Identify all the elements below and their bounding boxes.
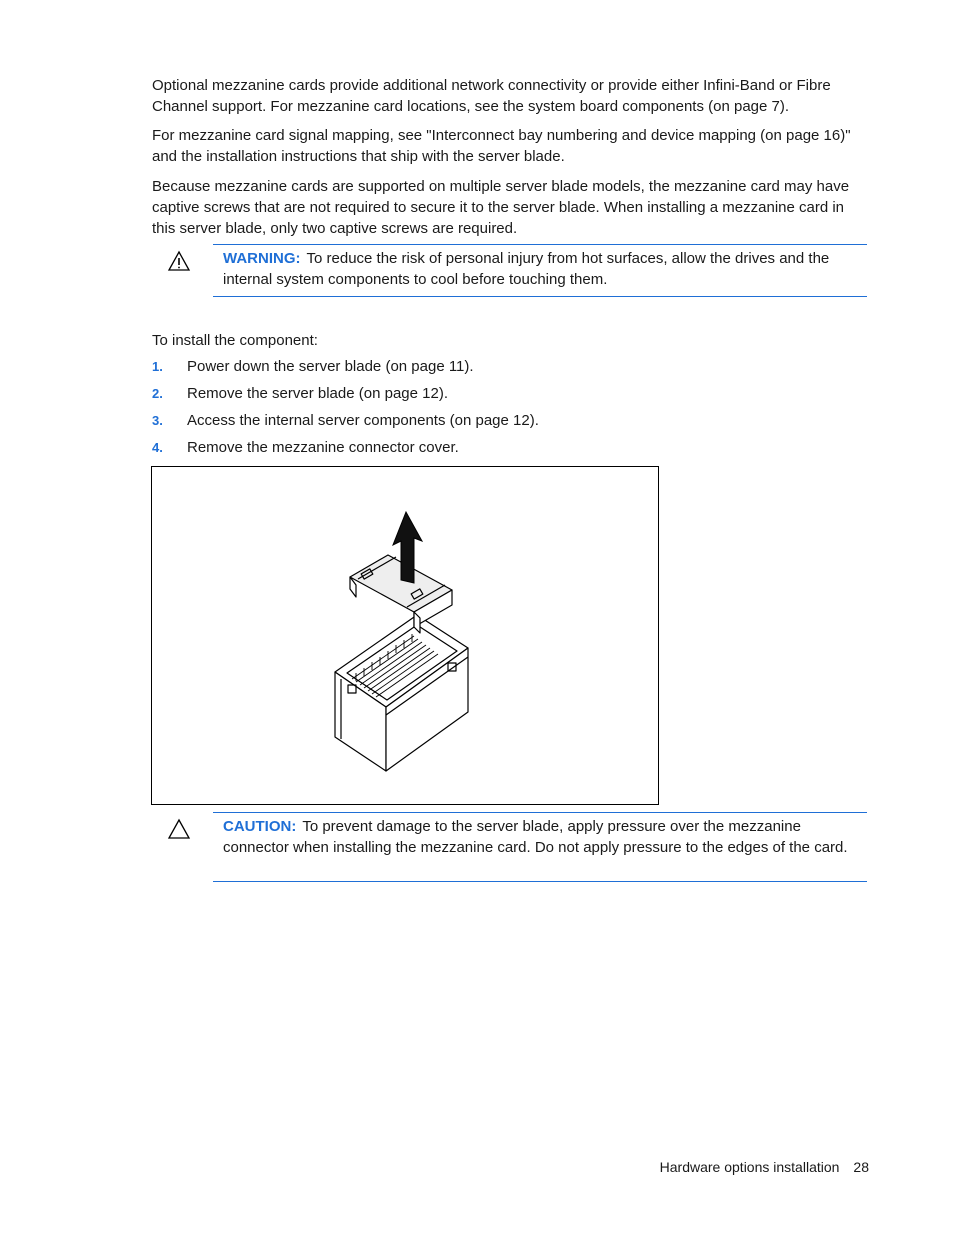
caution-notice (213, 812, 867, 882)
page-number: 28 (853, 1159, 869, 1175)
step-number: 4. (152, 440, 163, 455)
step-text: Access the internal server components (on page 12). (187, 412, 539, 429)
step-text: Power down the server blade (on page 11). (187, 358, 474, 375)
procedure-step (152, 356, 474, 377)
intro-paragraph-1: Optional mezzanine cards provide additional network connectivity or provide either Infini-Band or Fibre Channel support. For mezzanine card locations, see the system board components (on page 7). (152, 77, 831, 115)
step-text: Remove the mezzanine connector cover. (187, 439, 459, 456)
caution-triangle-icon (167, 818, 191, 840)
procedure-intro: To install the component: (152, 332, 318, 349)
procedure-step (152, 437, 459, 458)
intro-paragraph-2: For mezzanine card signal mapping, see "Interconnect bay numbering and device mapping (on page 16)" and the installation instructions that ship with the server blade. (152, 127, 851, 165)
procedure-step (152, 410, 539, 431)
step-number: 1. (152, 359, 163, 374)
page-footer (660, 1157, 869, 1177)
caution-text: To prevent damage to the server blade, apply pressure over the mezzanine connector when installing the mezzanine card. Do not apply pressure to the edges of the card. (223, 818, 848, 856)
footer-section-title: Hardware options installation (659, 1159, 840, 1175)
warning-triangle-icon (167, 250, 191, 272)
connector-cover-illustration (151, 466, 659, 805)
warning-text: To reduce the risk of personal injury from hot surfaces, allow the drives and the internal system components to cool before touching them. (223, 250, 830, 288)
connector-cover-drawing (152, 467, 658, 804)
step-number: 2. (152, 386, 163, 401)
warning-label: WARNING: (223, 250, 301, 267)
step-number: 3. (152, 413, 163, 428)
procedure-step (152, 383, 448, 404)
caution-label: CAUTION: (223, 818, 297, 835)
warning-notice (213, 244, 867, 297)
step-text: Remove the server blade (on page 12). (187, 385, 448, 402)
intro-paragraph-3: Because mezzanine cards are supported on multiple server blade models, the mezzanine card may have captive screws that are not required to secure it to the server blade. When installing a mezzanine card in this server blade, only two captive screws are required. (152, 178, 850, 237)
